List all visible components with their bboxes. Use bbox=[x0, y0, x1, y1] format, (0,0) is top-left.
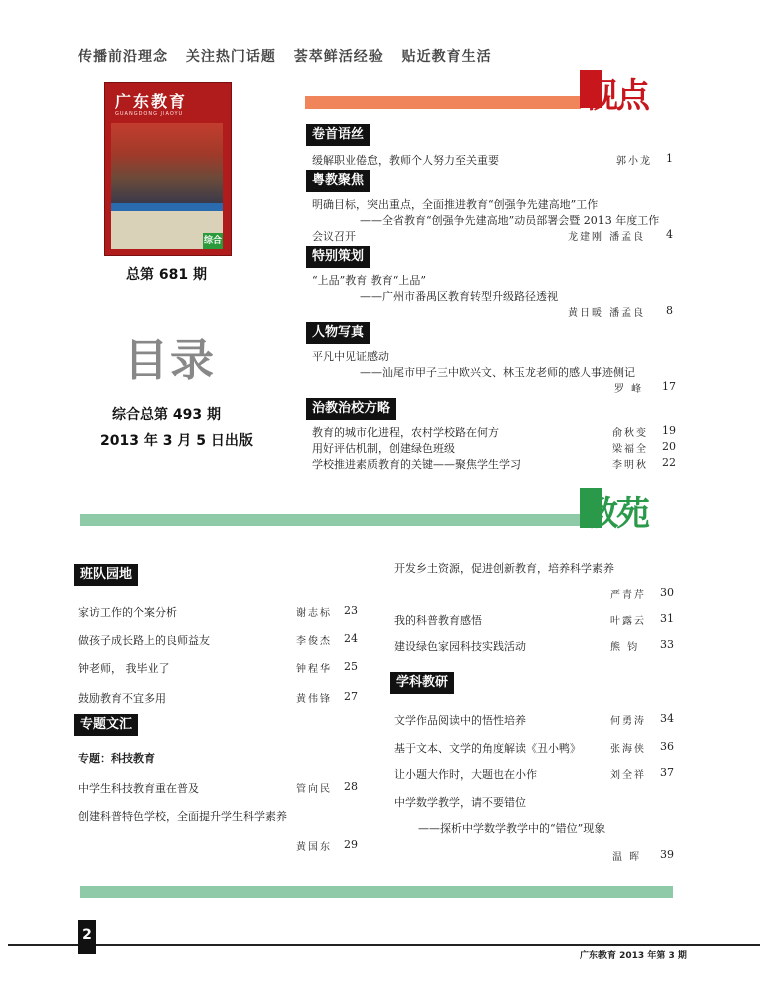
cover-badge: 综合 bbox=[203, 233, 223, 249]
toc-entry[interactable]: 钟老师， 我毕业了 bbox=[78, 662, 170, 675]
toc-author: 李明秋 bbox=[612, 460, 648, 471]
toc-author: 李俊杰 bbox=[296, 636, 332, 647]
toc-page: 30 bbox=[660, 586, 674, 599]
toc-author: 钟程华 bbox=[296, 664, 332, 675]
toc-entry-sub: ——全省教育“创强争先建高地”动员部署会暨 2013 年度工作 bbox=[360, 214, 660, 227]
toc-entry-cont: 会议召开 bbox=[312, 230, 356, 243]
toc-entry[interactable]: 家访工作的个案分析 bbox=[78, 606, 177, 619]
section-tag-shidian-text: 视点 bbox=[584, 76, 648, 116]
section-tag-jiaoyuan-text: 教苑 bbox=[584, 494, 648, 534]
toc-entry[interactable]: 创建科普特色学校，全面提升学生科学素养 bbox=[78, 810, 287, 823]
toc-author: 罗 峰 bbox=[614, 384, 644, 395]
toc-entry[interactable]: 缓解职业倦怠，教师个人努力至关重要 bbox=[312, 154, 499, 167]
section-tag-shidian bbox=[580, 70, 666, 116]
magazine-cover bbox=[104, 82, 232, 256]
cover-banner bbox=[111, 203, 223, 211]
toc-page: 29 bbox=[344, 838, 358, 851]
section-tag-jiaoyuan bbox=[580, 488, 668, 534]
cover-subtitle: GUANGDONG JIAOYU bbox=[115, 111, 184, 117]
toc-page: 33 bbox=[660, 638, 674, 651]
toc-author: 谢志标 bbox=[296, 608, 332, 619]
toc-author: 张海侠 bbox=[610, 744, 646, 755]
toc-entry[interactable]: 做孩子成长路上的良师益友 bbox=[78, 634, 210, 647]
issue-total: 总第 681 期 bbox=[126, 267, 207, 283]
toc-page: 25 bbox=[344, 660, 358, 673]
toc-author: 何勇涛 bbox=[610, 716, 646, 727]
footer-bar-green bbox=[80, 886, 673, 898]
page-title: 目录 bbox=[124, 335, 216, 386]
toc-entry[interactable]: 文学作品阅读中的悟性培养 bbox=[394, 714, 526, 727]
toc-entry[interactable]: 明确目标，突出重点，全面推进教育“创强争先建高地”工作 bbox=[312, 198, 599, 211]
toc-page: 37 bbox=[660, 766, 674, 779]
section-header: 粤教聚焦 bbox=[306, 170, 370, 192]
section-header: 治教治校方略 bbox=[306, 398, 396, 420]
toc-page: 22 bbox=[662, 456, 676, 469]
section-bar-orange bbox=[305, 96, 581, 109]
toc-page: 4 bbox=[666, 228, 673, 241]
toc-entry[interactable]: 基于文本、文学的角度解读《丑小鸭》 bbox=[394, 742, 581, 755]
toc-author: 黄伟锋 bbox=[296, 694, 332, 705]
toc-author: 黄日暖 潘孟良 bbox=[568, 308, 646, 319]
toc-entry[interactable]: 中学数学教学，请不要错位 bbox=[394, 796, 526, 809]
footer-text: 广东教育 2013 年第 3 期 bbox=[580, 951, 687, 961]
toc-author: 龙建刚 潘孟良 bbox=[568, 232, 646, 243]
toc-page: 39 bbox=[660, 848, 674, 861]
toc-page: 8 bbox=[666, 304, 673, 317]
toc-entry[interactable]: 我的科普教育感悟 bbox=[394, 614, 482, 627]
toc-author: 严青芹 bbox=[610, 590, 646, 601]
toc-author: 叶露云 bbox=[610, 616, 646, 627]
section-header: 班队园地 bbox=[74, 564, 138, 586]
toc-entry[interactable]: 鼓励教育不宜多用 bbox=[78, 692, 166, 705]
toc-page: 36 bbox=[660, 740, 674, 753]
toc-entry[interactable]: 开发乡土资源，促进创新教育，培养科学素养 bbox=[394, 562, 614, 575]
toc-entry[interactable]: 用好评估机制，创建绿色班级 bbox=[312, 442, 455, 455]
toc-entry[interactable]: 平凡中见证感动 bbox=[312, 350, 389, 363]
toc-entry[interactable]: 教育的城市化进程，农村学校路在何方 bbox=[312, 426, 499, 439]
footer-rule bbox=[8, 944, 760, 946]
toc-author: 梁福全 bbox=[612, 444, 648, 455]
toc-author: 温 晖 bbox=[612, 852, 642, 863]
toc-entry[interactable]: 学校推进素质教育的关键——聚焦学生学习 bbox=[312, 458, 521, 471]
toc-author: 熊 钧 bbox=[610, 642, 640, 653]
toc-page: 28 bbox=[344, 780, 358, 793]
toc-page: 31 bbox=[660, 612, 674, 625]
toc-entry[interactable]: “上品”教育 教育“上品” bbox=[312, 274, 426, 287]
toc-entry[interactable]: 中学生科技教育重在普及 bbox=[78, 782, 199, 795]
section-header: 卷首语丝 bbox=[306, 124, 370, 146]
toc-page: 20 bbox=[662, 440, 676, 453]
section-header: 特别策划 bbox=[306, 246, 370, 268]
toc-entry-sub: ——广州市番禺区教育转型升级路径透视 bbox=[360, 290, 558, 303]
toc-entry-sub: ——汕尾市甲子三中欧兴文、林玉龙老师的感人事迹侧记 bbox=[360, 366, 635, 379]
section-header: 学科教研 bbox=[390, 672, 454, 694]
toc-entry[interactable]: 建设绿色家园科技实践活动 bbox=[394, 640, 526, 653]
toc-author: 郭小龙 bbox=[616, 156, 652, 167]
toc-author: 俞秋变 bbox=[612, 428, 648, 439]
topic-subtitle: 专题：科技教育 bbox=[78, 752, 155, 765]
page-number: 2 bbox=[78, 920, 96, 954]
toc-page: 27 bbox=[344, 690, 358, 703]
toc-page: 1 bbox=[666, 152, 673, 165]
toc-entry[interactable]: 让小题大作时，大题也在小作 bbox=[394, 768, 537, 781]
section-header: 人物写真 bbox=[306, 322, 370, 344]
section-bar-green bbox=[80, 514, 582, 526]
toc-author: 黄国东 bbox=[296, 842, 332, 853]
slogan: 传播前沿理念 关注热门话题 荟萃鲜活经验 贴近教育生活 bbox=[78, 49, 492, 65]
section-header: 专题文汇 bbox=[74, 714, 138, 736]
cover-photo bbox=[111, 123, 223, 203]
toc-page: 24 bbox=[344, 632, 358, 645]
toc-entry-sub: ——探析中学数学教学中的“错位”现象 bbox=[418, 822, 606, 835]
publication-date: 2013 年 3 月 5 日出版 bbox=[100, 433, 253, 449]
cover-logo: 广东教育 bbox=[115, 92, 188, 111]
issue-comprehensive: 综合总第 493 期 bbox=[112, 407, 221, 423]
toc-author: 管向民 bbox=[296, 784, 332, 795]
toc-page: 17 bbox=[662, 380, 676, 393]
toc-page: 34 bbox=[660, 712, 674, 725]
toc-page: 19 bbox=[662, 424, 676, 437]
toc-author: 刘全祥 bbox=[610, 770, 646, 781]
toc-page: 23 bbox=[344, 604, 358, 617]
